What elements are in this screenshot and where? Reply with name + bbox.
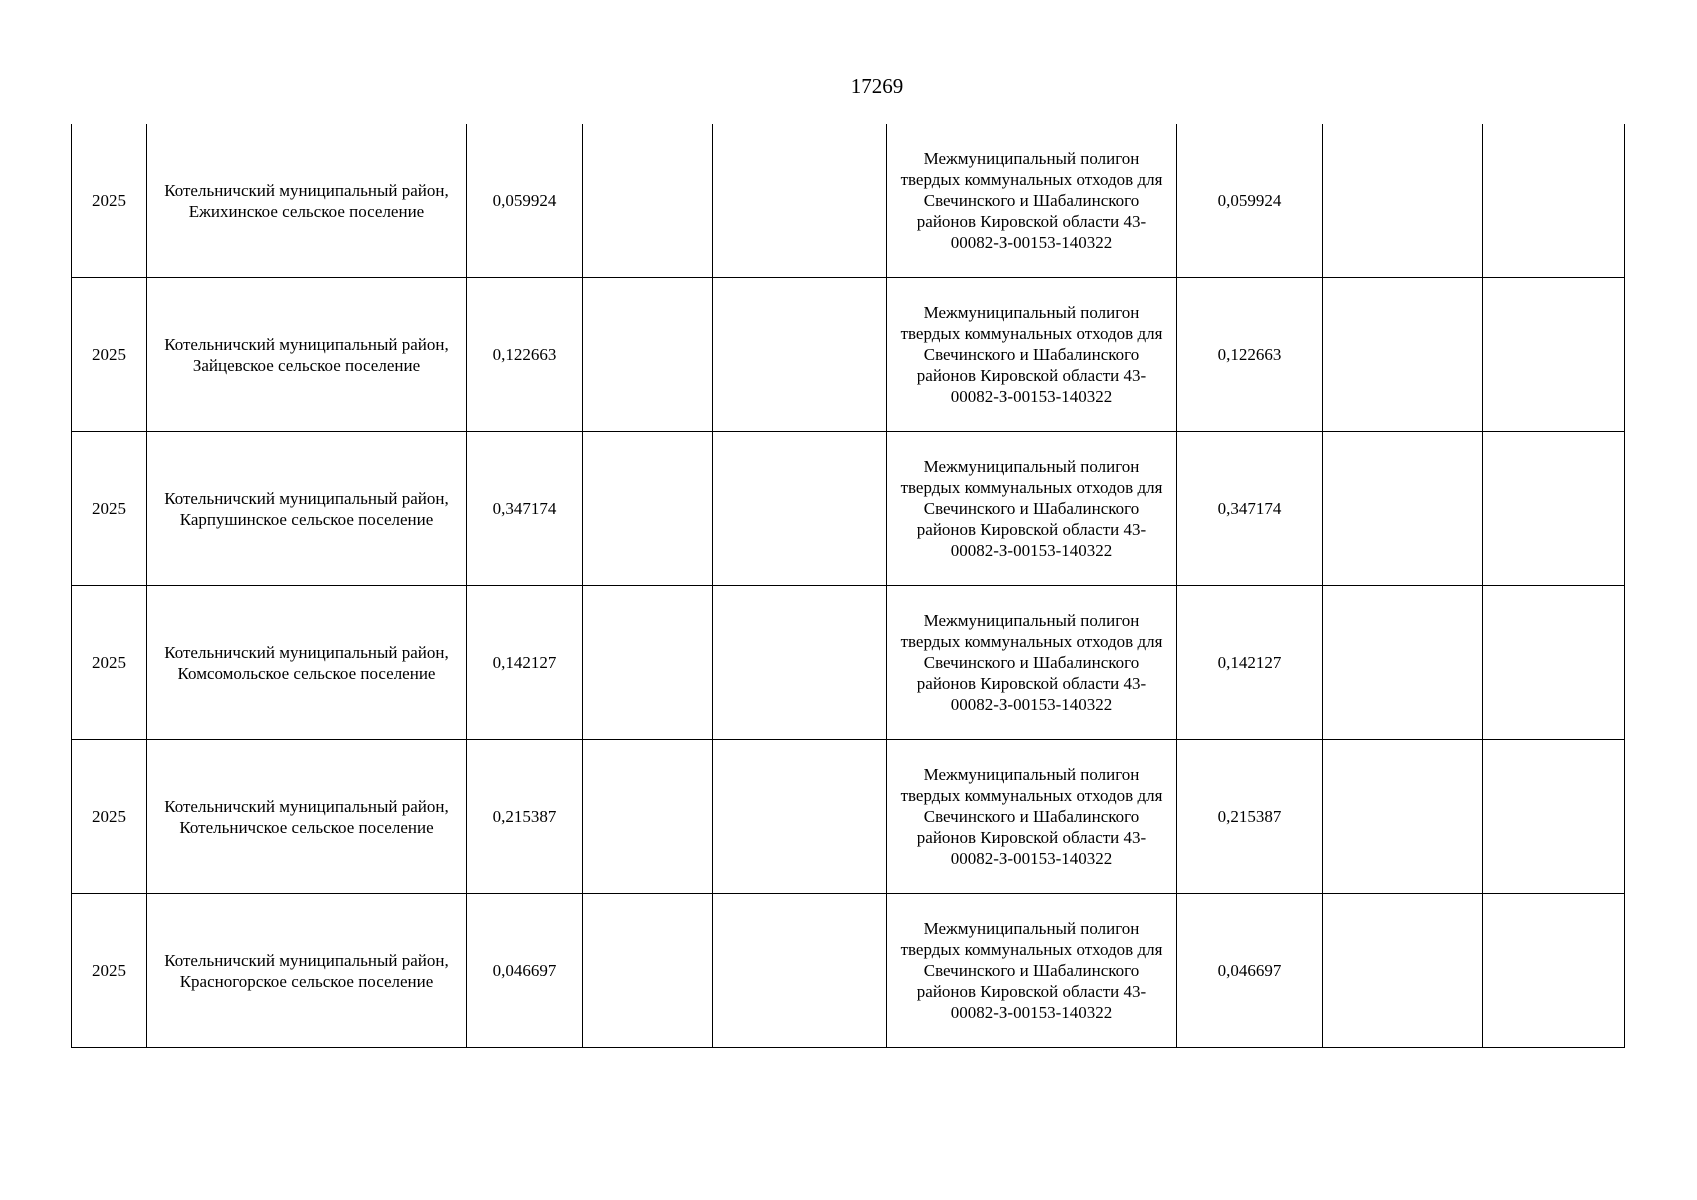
table-row: [72, 124, 1625, 278]
facility-cell: [887, 278, 1177, 432]
territory-cell: [147, 586, 467, 740]
territory-text: Котельничский муниципальный район, Комсомольское сельское поселение: [164, 642, 449, 683]
empty-cell: [1323, 124, 1483, 278]
empty-cell: [1483, 124, 1625, 278]
empty-cell: [1323, 586, 1483, 740]
empty-cell: [713, 432, 887, 586]
facility-volume-cell: 0,046697: [1177, 894, 1323, 1048]
volume-cell: 0,215387: [467, 740, 583, 894]
empty-cell: [583, 740, 713, 894]
facility-text: Межмуниципальный полигон твердых коммунальных отходов для Свечинского и Шабалинского районов Кировской области 43-00082-З-00153-140322: [900, 919, 1163, 1022]
facility-volume-cell: 0,215387: [1177, 740, 1323, 894]
territory-text: Котельничский муниципальный район, Зайцевское сельское поселение: [164, 334, 449, 375]
empty-cell: [1323, 432, 1483, 586]
empty-cell: [713, 278, 887, 432]
territory-text: Котельничский муниципальный район, Ежихинское сельское поселение: [164, 180, 449, 221]
empty-cell: [1323, 740, 1483, 894]
empty-cell: [583, 586, 713, 740]
territory-text: Котельничский муниципальный район, Красногорское сельское поселение: [164, 950, 449, 991]
volume-cell: 0,059924: [467, 124, 583, 278]
facility-volume-cell: 0,122663: [1177, 278, 1323, 432]
empty-cell: [1483, 278, 1625, 432]
empty-cell: [1323, 278, 1483, 432]
facility-volume-cell: 0,142127: [1177, 586, 1323, 740]
empty-cell: [583, 894, 713, 1048]
page-number: 17269: [850, 74, 904, 98]
empty-cell: [1483, 586, 1625, 740]
year-cell: 2025: [72, 278, 147, 432]
territory-text: Котельничский муниципальный район, Котельничское сельское поселение: [164, 796, 449, 837]
empty-cell: [1323, 894, 1483, 1048]
year-cell: 2025: [72, 124, 147, 278]
facility-text: Межмуниципальный полигон твердых коммунальных отходов для Свечинского и Шабалинского районов Кировской области 43-00082-З-00153-140322: [900, 457, 1163, 560]
facility-text: Межмуниципальный полигон твердых коммунальных отходов для Свечинского и Шабалинского районов Кировской области 43-00082-З-00153-140322: [900, 303, 1163, 406]
facility-cell: [887, 432, 1177, 586]
volume-cell: 0,122663: [467, 278, 583, 432]
facility-text: Межмуниципальный полигон твердых коммунальных отходов для Свечинского и Шабалинского районов Кировской области 43-00082-З-00153-140322: [900, 149, 1163, 252]
territory-cell: [147, 740, 467, 894]
facility-cell: [887, 740, 1177, 894]
volume-cell: 0,046697: [467, 894, 583, 1048]
empty-cell: [1483, 432, 1625, 586]
volume-cell: 0,142127: [467, 586, 583, 740]
empty-cell: [583, 124, 713, 278]
table-row: [72, 894, 1625, 1048]
facility-text: Межмуниципальный полигон твердых коммунальных отходов для Свечинского и Шабалинского районов Кировской области 43-00082-З-00153-140322: [900, 611, 1163, 714]
table-row: [72, 740, 1625, 894]
empty-cell: [583, 432, 713, 586]
waste-flow-table: [71, 124, 1625, 1048]
year-cell: 2025: [72, 432, 147, 586]
empty-cell: [713, 124, 887, 278]
facility-cell: [887, 586, 1177, 740]
territory-cell: [147, 278, 467, 432]
table-row: [72, 586, 1625, 740]
year-cell: 2025: [72, 894, 147, 1048]
facility-text: Межмуниципальный полигон твердых коммунальных отходов для Свечинского и Шабалинского районов Кировской области 43-00082-З-00153-140322: [900, 765, 1163, 868]
empty-cell: [713, 586, 887, 740]
territory-cell: [147, 894, 467, 1048]
year-cell: 2025: [72, 586, 147, 740]
table-body: [72, 124, 1625, 1048]
facility-volume-cell: 0,347174: [1177, 432, 1323, 586]
facility-cell: [887, 894, 1177, 1048]
year-cell: 2025: [72, 740, 147, 894]
empty-cell: [713, 740, 887, 894]
territory-cell: [147, 432, 467, 586]
facility-cell: [887, 124, 1177, 278]
empty-cell: [1483, 894, 1625, 1048]
empty-cell: [1483, 740, 1625, 894]
empty-cell: [713, 894, 887, 1048]
empty-cell: [583, 278, 713, 432]
territory-cell: [147, 124, 467, 278]
territory-text: Котельничский муниципальный район, Карпушинское сельское поселение: [164, 488, 449, 529]
table-row: [72, 278, 1625, 432]
facility-volume-cell: 0,059924: [1177, 124, 1323, 278]
table-row: [72, 432, 1625, 586]
volume-cell: 0,347174: [467, 432, 583, 586]
